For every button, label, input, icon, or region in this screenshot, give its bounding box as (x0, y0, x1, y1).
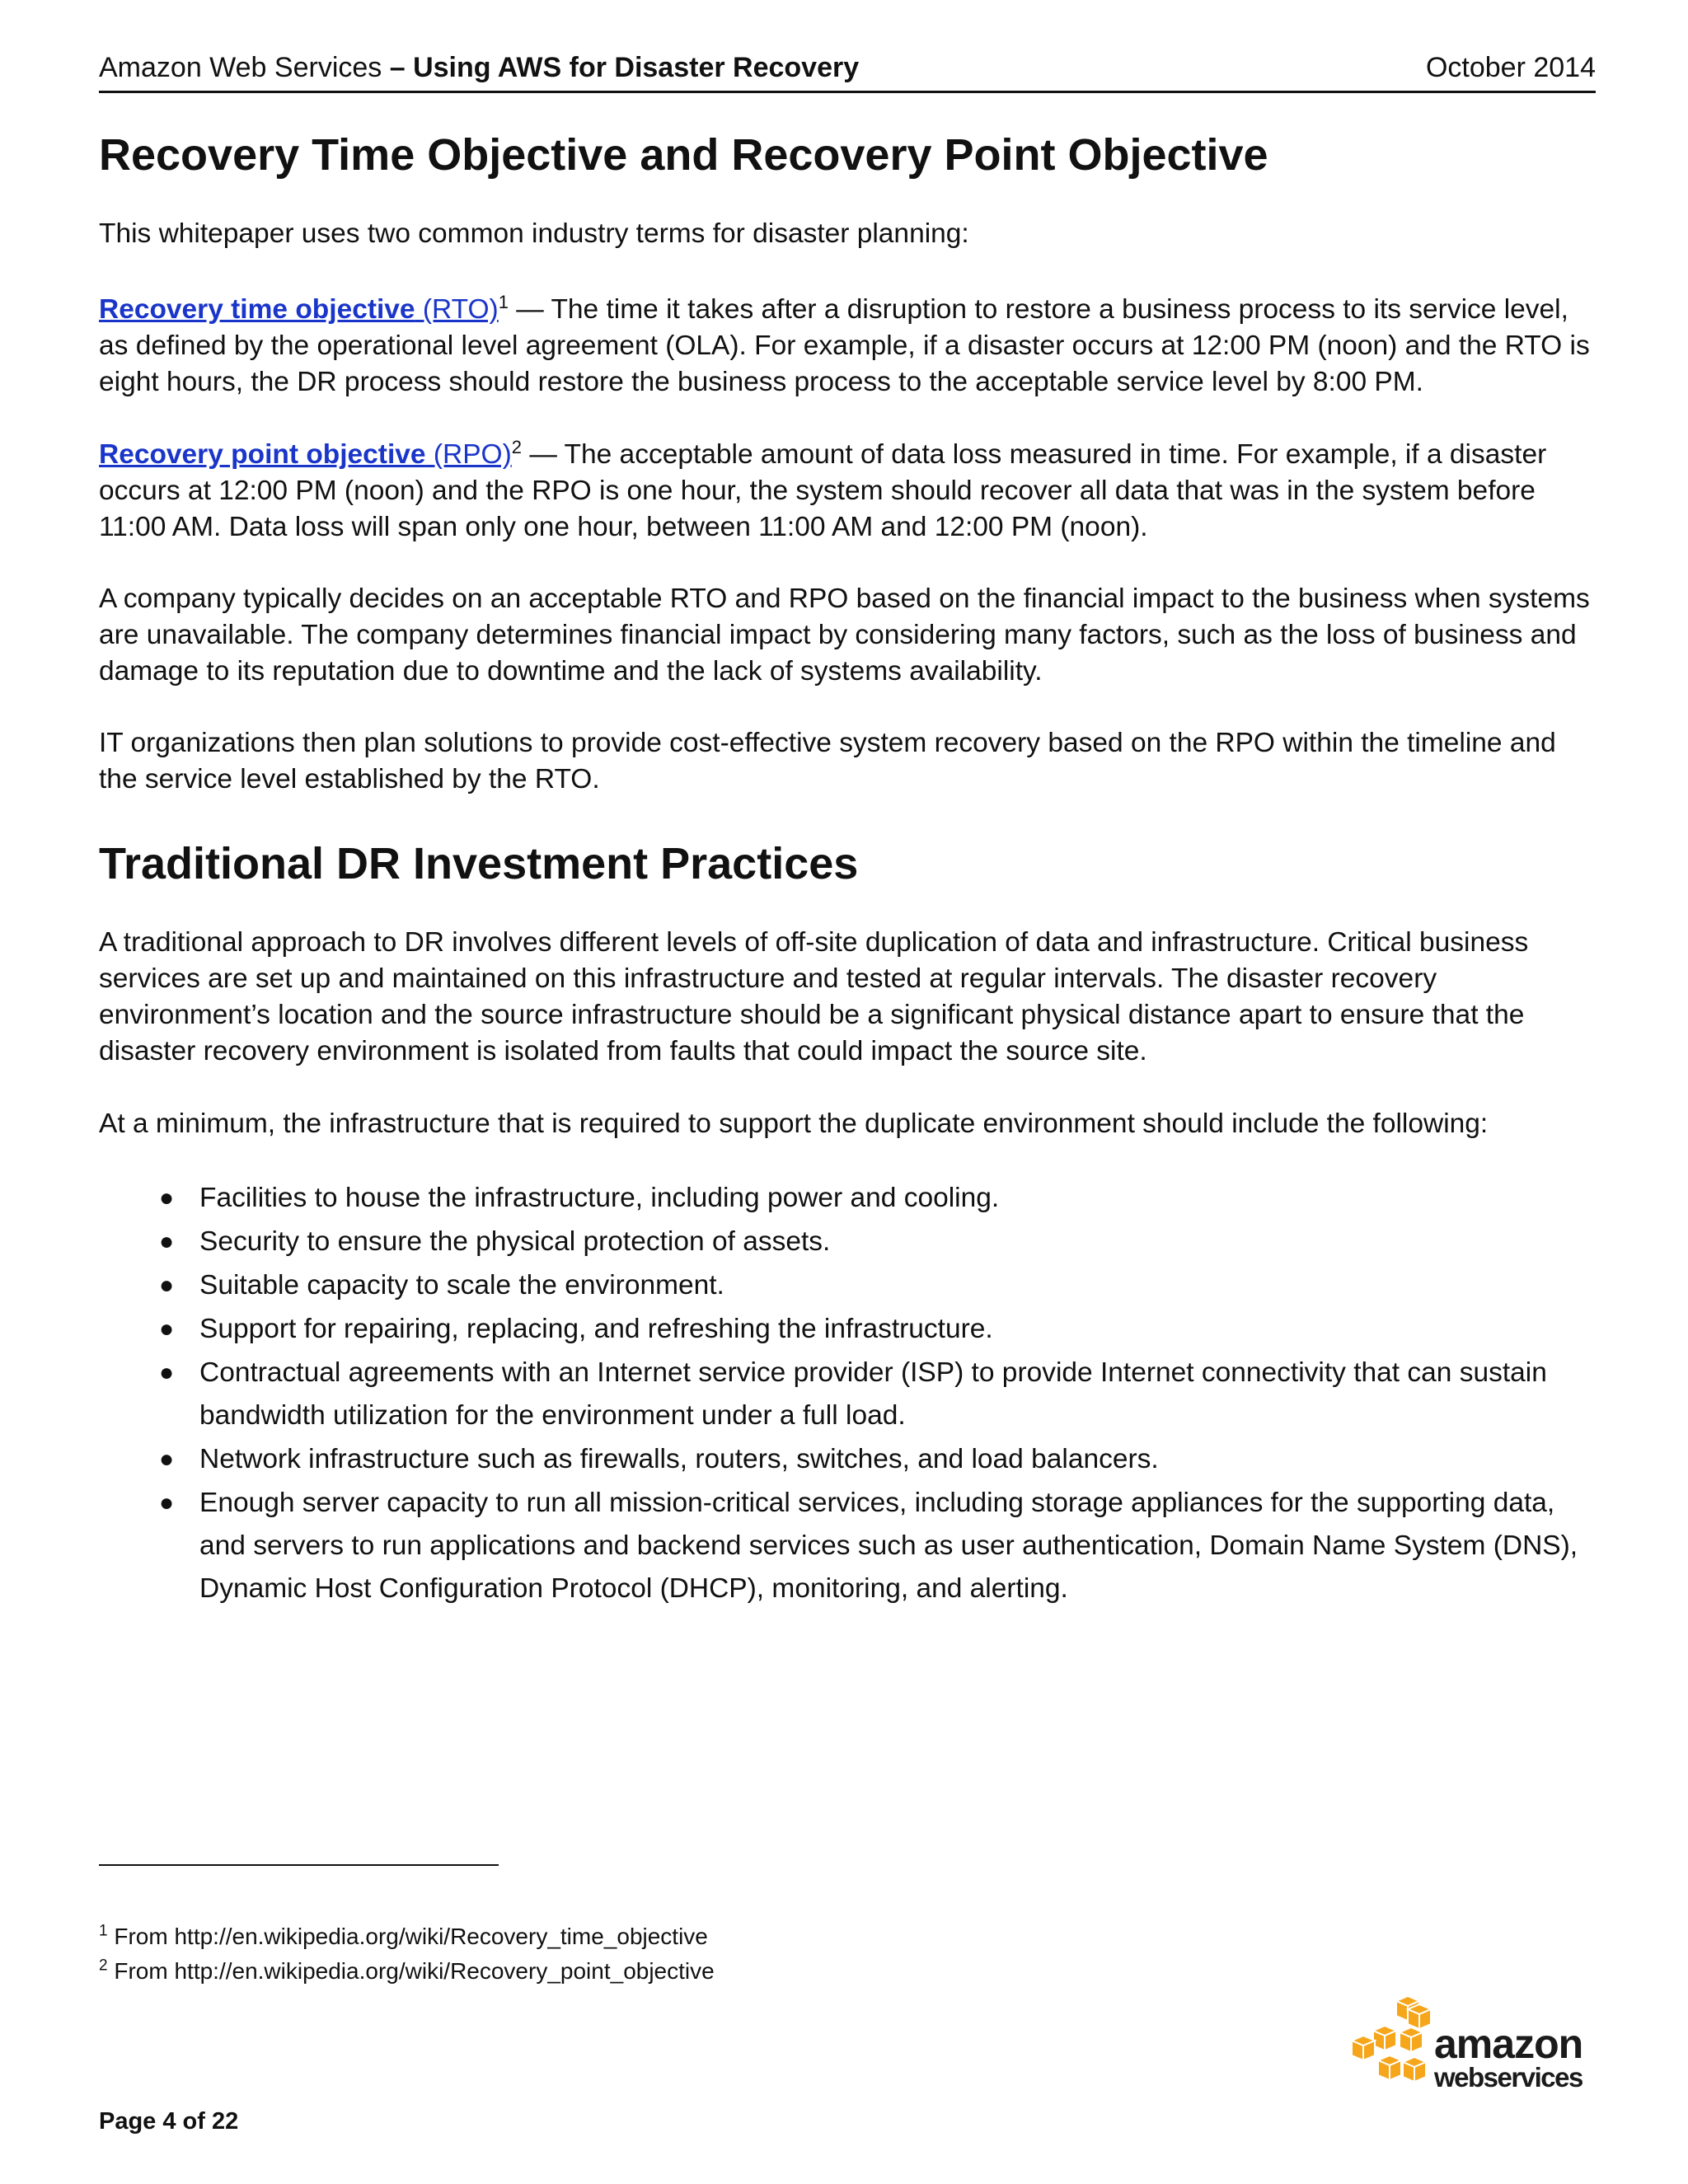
footnote-ref-2: 2 (511, 436, 523, 457)
bullet-icon: ● (159, 1359, 175, 1386)
list-item: ● Network infrastructure such as firewalls, routers, switches, and load balancers. (99, 1438, 1596, 1481)
rpo-definition: Recovery point objective (RPO)$^2$ — The acceptable amount of data loss measured in time. For example, if a disaster occurs at 12:00 PM (noon) and the RPO is one hour, the system should recover all data that was in the system before 11:00 AM. Data loss will span only one hour, between 11:00 AM and 12:00 PM (noon). (99, 436, 1547, 542)
list-item: ● Suitable capacity to scale the environment. (99, 1264, 1596, 1307)
rpo-link[interactable]: Recovery point objective (RPO) (99, 439, 512, 470)
intro-paragraph: This whitepaper uses two common industry terms for disaster planning: (99, 218, 969, 249)
list-item: ● Support for repairing, replacing, and refreshing the infrastructure. (99, 1308, 1596, 1351)
list-item: ● Security to ensure the physical protection of assets. (99, 1221, 1596, 1263)
footnote-ref-1: 1 (498, 291, 509, 312)
list-item: ● Contractual agreements with an Internet service provider (ISP) to provide Internet connectivity that can sustain bandwidth utilization for the environment under a full load. (99, 1352, 1596, 1437)
document-page (99, 0, 1596, 2184)
list-item: ● Facilities to house the infrastructure, including power and cooling. (99, 1177, 1596, 1220)
section-heading-rto-rpo: Recovery Time Objective and Recovery Point Objective (99, 130, 1268, 180)
bullet-icon: ● (159, 1315, 175, 1343)
bullet-icon: ● (159, 1446, 175, 1473)
aws-logo (1350, 1996, 1597, 2095)
page-number: Page 4 of 22 (99, 2108, 239, 2135)
rto-definition: Recovery time objective (RTO)$^1$ — The time it takes after a disruption to restore a business process to its service level, as defined by the operational level agreement (OLA). For example, if a disaster occurs at 12:00 PM (noon) and the RTO is eight hours, the DR process should restore the business process to the acceptable service level by 8:00 PM. (99, 291, 1590, 397)
footnote-divider (99, 1864, 499, 1866)
page-header (99, 49, 1596, 93)
header-title: Amazon Web Services – Using AWS for Disaster Recovery (99, 52, 860, 83)
bullet-icon: ● (159, 1228, 175, 1255)
traditional-paragraph: A traditional approach to DR involves different levels of off-site duplication of data and infrastructure. Critical business services are set up and maintained on this infrastructure and tested at regular intervals. The disaster recovery environment’s location and the source infrastructure should be a significant physical distance apart to ensure that the disaster recovery environment is isolated from faults that could impact the source site. (99, 927, 1529, 1066)
footnote-2: $^2$ From http://en.wikipedia.org/wiki/Recovery_point_objective (99, 1957, 715, 1984)
requirements-list (99, 1177, 1596, 1611)
rto-link[interactable]: Recovery time objective (RTO) (99, 294, 499, 325)
company-paragraph: A company typically decides on an acceptable RTO and RPO based on the financial impact to the business when systems are unavailable. The company determines financial impact by considering many factors, such as the loss of business and damage to its reputation due to downtime and the lack of systems availability. (99, 583, 1590, 687)
list-item: ● Enough server capacity to run all mission-critical services, including storage appliances for the supporting data, and servers to run applications and backend services such as user authentication, Domain Name System (DNS), Dynamic Host Configuration Protocol (DHCP), monitoring, and alerting. (99, 1482, 1596, 1610)
header-date: October 2014 (1425, 52, 1596, 83)
bullet-icon: ● (159, 1489, 175, 1516)
aws-wordmark: amazon webservices (1434, 2021, 1583, 2093)
footnote-1: $^1$ From http://en.wikipedia.org/wiki/Recovery_time_objective (99, 1922, 708, 1949)
section-heading-traditional-dr: Traditional DR Investment Practices (99, 839, 859, 888)
bullet-icon: ● (159, 1272, 175, 1299)
bullet-icon: ● (159, 1184, 175, 1212)
it-paragraph: IT organizations then plan solutions to provide cost-effective system recovery based on the RPO within the timeline and the service level established by the RTO. (99, 728, 1556, 794)
aws-cubes-icon (1350, 1996, 1441, 2095)
minimum-paragraph: At a minimum, the infrastructure that is required to support the duplicate environment should include the following: (99, 1108, 1489, 1139)
